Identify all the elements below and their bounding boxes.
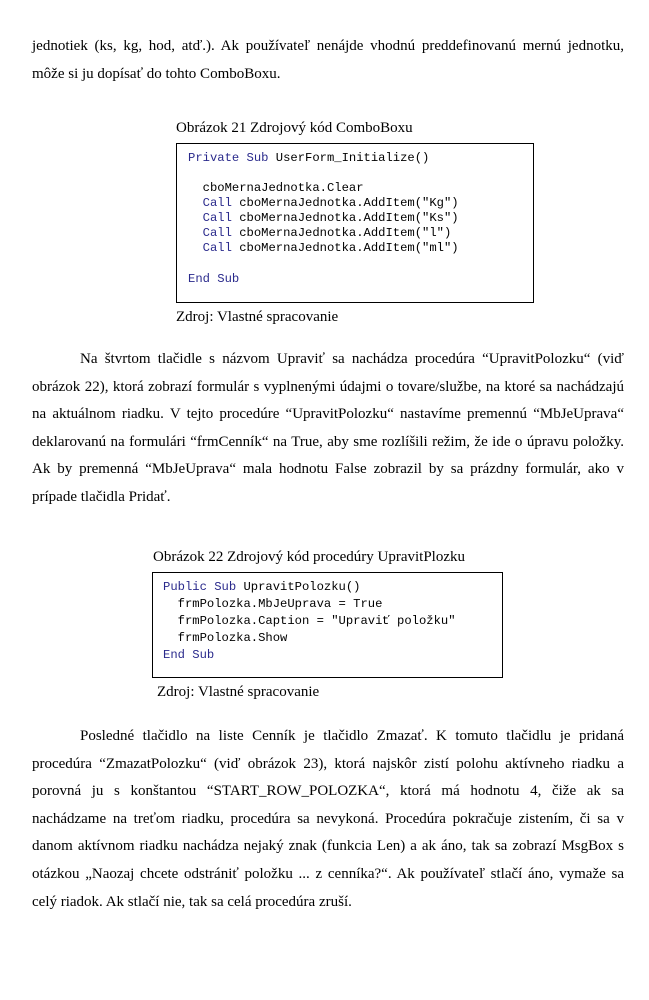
code-keyword: Call bbox=[188, 226, 232, 240]
figure-22-code-box bbox=[152, 572, 503, 678]
figure-22-caption: Obrázok 22 Zdrojový kód procedúry UpravitPlozku bbox=[153, 549, 466, 565]
code-line: frmPolozka.MbJeUprava = True bbox=[163, 597, 383, 611]
code-line bbox=[188, 226, 451, 241]
code-keyword: Call bbox=[188, 211, 232, 225]
code-keyword: Private Sub bbox=[188, 151, 269, 165]
figure-22-source: Zdroj: Vlastné spracovanie bbox=[157, 684, 320, 700]
code-text: UserForm_Initialize() bbox=[268, 151, 430, 165]
code-line bbox=[163, 580, 360, 595]
code-line bbox=[188, 151, 429, 166]
code-keyword: Call bbox=[188, 196, 232, 210]
code-keyword: End Sub bbox=[188, 272, 240, 286]
paragraph-upravit: Na štvrtom tlačidle s názvom Upraviť sa nachádza procedúra “UpravitPolozku“ (viď obrázok 22), ktorá zobrazí formulár s vyplnenými údajmi o tovare/službe, na ktoré sa nachádzajú na aktuálnom riadku. V tejto procedúre “UpravitPolozku“ nastavíme premennú “MbJeUprava“ deklarovanú na formulári “frmCenník“ na True, aby sme rozlíšili režim, že ide o úpravu položky. Ak by premenná “MbJeUprava“ mala hodnotu False zobrazil by sa prázdny formulár, ako v prípade tlačidla Pridať. bbox=[32, 351, 624, 505]
code-text: cboMernaJednotka.AddItem("l") bbox=[231, 226, 452, 240]
code-text: cboMernaJednotka.AddItem("Kg") bbox=[231, 196, 459, 210]
figure-21-caption: Obrázok 21 Zdrojový kód ComboBoxu bbox=[176, 120, 413, 136]
code-line bbox=[188, 241, 459, 256]
code-keyword: End Sub bbox=[163, 648, 215, 662]
code-line bbox=[188, 211, 459, 226]
code-line bbox=[163, 648, 214, 663]
code-line: frmPolozka.Caption = "Upraviť položku" bbox=[163, 614, 456, 628]
paragraph-intro: jednotiek (ks, kg, hod, atď.). Ak používateľ nenájde vhodnú preddefinovanú mernú jednotku, môže si ju dopísať do tohto ComboBoxu. bbox=[32, 38, 624, 82]
code-text: cboMernaJednotka.AddItem("ml") bbox=[231, 241, 459, 255]
code-line bbox=[188, 272, 239, 287]
code-keyword: Call bbox=[188, 241, 232, 255]
paragraph-zmazat: Posledné tlačidlo na liste Cenník je tlačidlo Zmazať. K tomuto tlačidlu je pridaná procedúra “ZmazatPolozku“ (viď obrázok 23), ktorá najskôr zistí polohu aktívneho riadku a porovná ju s konštantou “START_ROW_POLOZKA“, ktorá má hodnotu 4, čiže ak sa nachádzame na treťom riadku, procedúra sa nevykoná. Procedúra pokračuje zistením, či sa v danom aktívnom riadku nachádza nejaký znak (funkcia Len) a ak áno, tak sa zobrazí MsgBox s otázkou „Naozaj chcete odstrániť položku ... z cenníka?“. Ak používateľ stlačí áno, vymaže sa celý riadok. Ak stlačí nie, tak sa celá procedúra zruší. bbox=[32, 728, 624, 910]
figure-21-code-box bbox=[176, 143, 534, 303]
code-keyword: Public Sub bbox=[163, 580, 237, 594]
code-line: frmPolozka.Show bbox=[163, 631, 288, 645]
code-text: UpravitPolozku() bbox=[236, 580, 361, 594]
figure-21-source: Zdroj: Vlastné spracovanie bbox=[176, 309, 339, 325]
code-text: cboMernaJednotka.AddItem("Ks") bbox=[231, 211, 459, 225]
code-line: cboMernaJednotka.Clear bbox=[188, 181, 364, 195]
code-line bbox=[188, 196, 459, 211]
